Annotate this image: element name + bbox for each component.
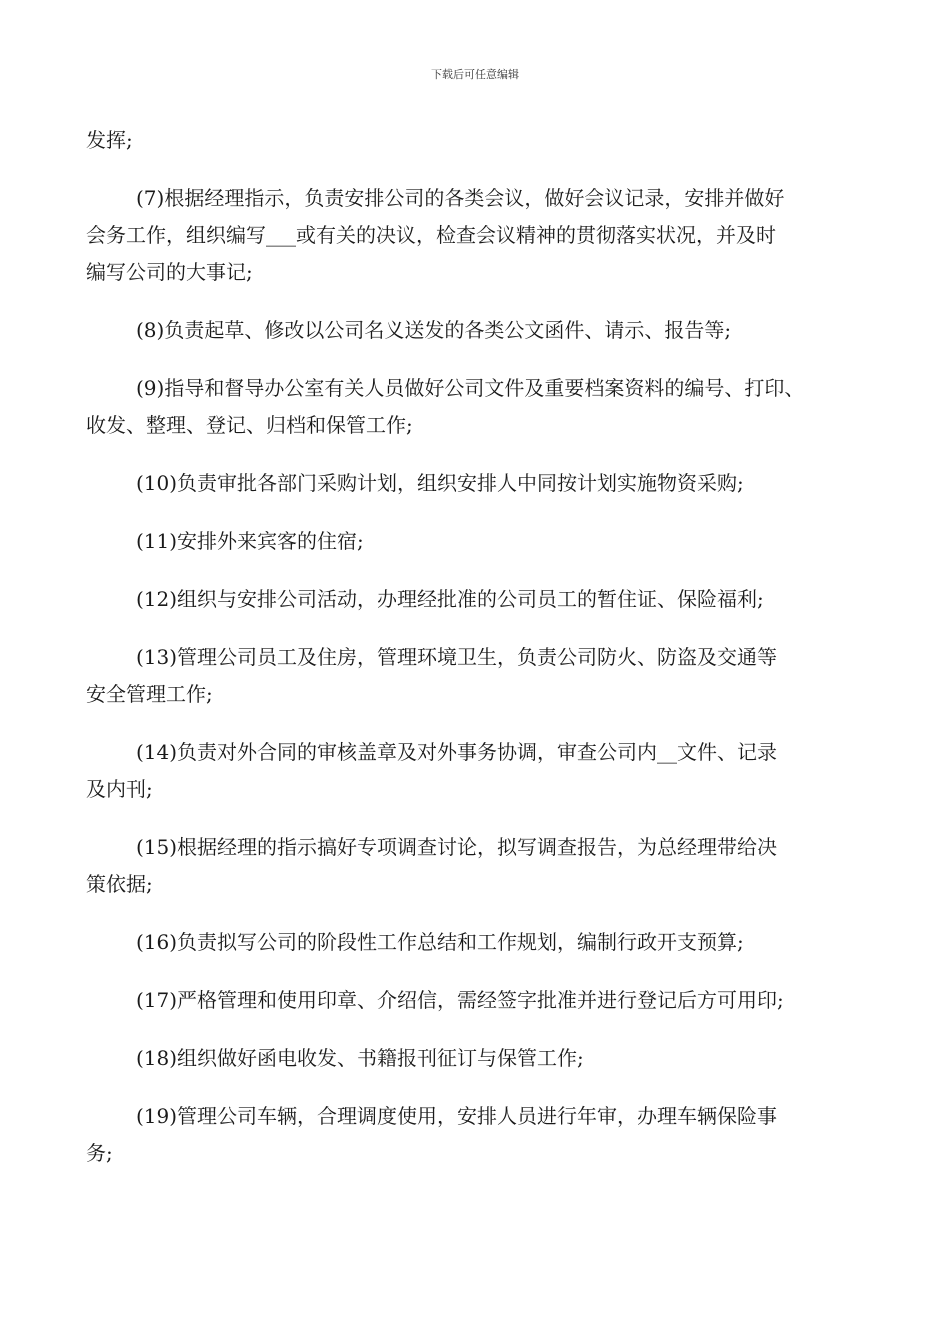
paragraph (86, 924, 866, 961)
text-line: 编写公司的大事记; (86, 260, 253, 284)
paragraph (86, 180, 866, 291)
text-line: (15)根据经理的指示搞好专项调查讨论，拟写调查报告，为总经理带给决 (136, 835, 778, 859)
paragraph (86, 312, 866, 349)
text-line: (13)管理公司员工及住房，管理环境卫生，负责公司防火、防盗及交通等 (136, 645, 778, 669)
paragraph (86, 639, 866, 713)
text-line: (16)负责拟写公司的阶段性工作总结和工作规划，编制行政开支预算; (136, 930, 744, 954)
text-line: (18)组织做好函电收发、书籍报刊征订与保管工作; (136, 1046, 584, 1070)
text-line: 发挥; (86, 128, 133, 152)
text-line: 收发、整理、登记、归档和保管工作; (86, 413, 413, 437)
document-body (86, 122, 866, 1193)
text-line: (17)严格管理和使用印章、介绍信，需经签字批准并进行登记后方可用印; (136, 988, 784, 1012)
paragraph (86, 122, 866, 159)
text-line: (7)根据经理指示，负责安排公司的各类会议，做好会议记录，安排并做好 (136, 186, 785, 210)
text-line: 及内刊; (86, 777, 153, 801)
text-line: (8)负责起草、修改以公司名义送发的各类公文函件、请示、报告等; (136, 318, 732, 342)
paragraph (86, 1040, 866, 1077)
text-line: 会务工作，组织编写___或有关的决议，检查会议精神的贯彻落实状况，并及时 (86, 223, 776, 247)
page-header: 下载后可任意编辑 (431, 68, 519, 81)
paragraph (86, 982, 866, 1019)
text-line: 安全管理工作; (86, 682, 213, 706)
paragraph (86, 829, 866, 903)
paragraph (86, 370, 866, 444)
paragraph (86, 523, 866, 560)
text-line: 务; (86, 1141, 113, 1165)
paragraph (86, 734, 866, 808)
text-line: (10)负责审批各部门采购计划，组织安排人中同按计划实施物资采购; (136, 471, 744, 495)
paragraph (86, 581, 866, 618)
text-line: 策依据; (86, 872, 153, 896)
text-line: (14)负责对外合同的审核盖章及对外事务协调，审查公司内__文件、记录 (136, 740, 778, 764)
text-line: (9)指导和督导办公室有关人员做好公司文件及重要档案资料的编号、打印、 (136, 376, 805, 400)
text-line: (19)管理公司车辆，合理调度使用，安排人员进行年审，办理车辆保险事 (136, 1104, 778, 1128)
paragraph (86, 465, 866, 502)
text-line: (12)组织与安排公司活动，办理经批准的公司员工的暂住证、保险福利; (136, 587, 764, 611)
text-line: (11)安排外来宾客的住宿; (136, 529, 364, 553)
paragraph (86, 1098, 866, 1172)
